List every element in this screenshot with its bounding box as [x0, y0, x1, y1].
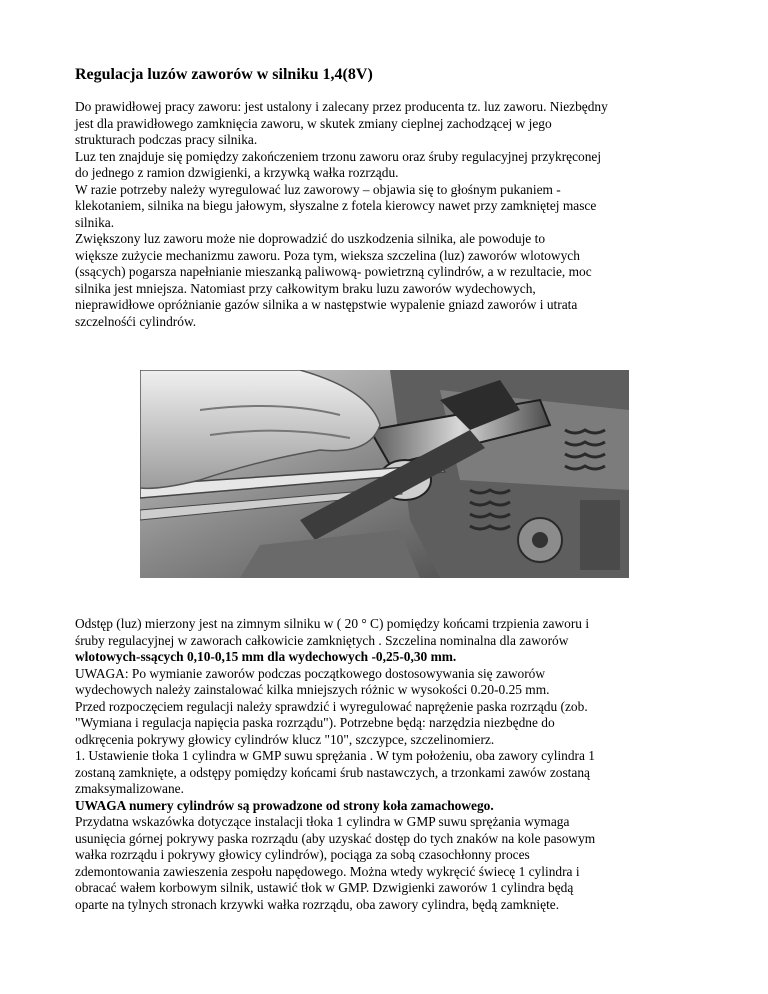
text-line: usunięcia górnej pokrywy paska rozrządu (aby uzyskać dostęp do tych znaków na kole pasowym [75, 830, 596, 846]
text-line: większe zużycie mechanizmu zaworu. Poza tym, wieksza szczelina (luz) zaworów wlotowych [75, 247, 580, 263]
text-line: szczelnośći cylindrów. [75, 313, 197, 329]
text-line: śruby regulacyjnej w zaworach całkowicie zamkniętych . Szczelina nominalna dla zaworów [75, 632, 569, 648]
intro-paragraph [75, 99, 715, 330]
text-line: Luz ten znajduje się pomiędzy zakończeniem trzonu zaworu oraz śruby regulacyjnej przykręconej [75, 148, 602, 164]
text-line: oparte na tylnych stronach krzywki wałka rozrządu, oba zawory cylindra, będą zamknięte. [75, 896, 560, 912]
nominal-clearance-line: wlotowych-ssących 0,10-0,15 mm dla wydechowych -0,25-0,30 mm. [75, 649, 457, 664]
text-line: zdemontowania zawieszenia zespołu napędowego. Można wtedy wykręcić świecę 1 cylindra i [75, 863, 580, 879]
cylinder-numbering-note: UWAGA numery cylindrów są prowadzone od strony koła zamachowego. [75, 797, 494, 813]
text-line: wydechowych należy zainstalować kilka mniejszych różnic w wysokości 0.20-0.25 mm. [75, 682, 550, 697]
text-line: zmaksymalizowane. [75, 781, 184, 796]
valve-clearance-adjustment-photo-icon [140, 370, 629, 578]
text-line: "Wymiana i regulacja napięcia paska rozrządu"). Potrzebne będą: narzędzia niezbędne do [75, 715, 555, 730]
text-line: 1. Ustawienie tłoka 1 cylindra w GMP suwu sprężania . W tym położeniu, oba zawory cylindra 1 [75, 748, 596, 763]
text-line: jest dla prawidłowego zamknięcia zaworu, w skutek zmiany cieplnej zachodzącej w jego [75, 115, 552, 131]
text-line: do jednego z ramion dzwigienki, a krzywką wałka rozrządu. [75, 165, 399, 180]
text-line: Zwiększony luz zaworu może nie doprowadzić do uszkodzenia silnika, ale powoduje to [75, 231, 546, 246]
text-line: Przydatna wskazówka dotyczące instalacji tłoka 1 cylindra w GMP suwu sprężania wymaga [75, 814, 570, 829]
engine-valve-photo [140, 370, 629, 578]
text-line: silnika. [75, 214, 115, 230]
text-line: klekotaniem, silnika na biegu jałowym, słyszalne z fotela kierowcy nawet przy zamkniętej masce [75, 198, 597, 213]
document-title: Regulacja luzów zaworów w silniku 1,4(8V) [75, 66, 373, 83]
measurement-paragraph [75, 616, 715, 913]
text-line: Do prawidłowej pracy zaworu: jest ustalony i zalecany przez producenta tz. luz zaworu. Niezbędny [75, 99, 608, 114]
text-line: obracać wałem korbowym silnik, ustawić tłok w GMP. Dzwigienki zaworów 1 cylindra będą [75, 880, 574, 895]
text-line: (ssących) pogarsza napełnianie mieszanką paliwową- powietrzną cylindrów, a w rezultacie, moc [75, 264, 592, 279]
text-line: odkręcenia pokrywy głowicy cylindrów klucz "10", szczypce, szczelinomierz. [75, 731, 495, 747]
text-line: zostaną zamknięte, a odstępy pomiędzy końcami śrub nastawczych, a trzonkami zawów zostaną [75, 764, 590, 780]
text-line: wałka rozrządu i pokrywy głowicy cylindrów), pociąga za sobą czasochłonny proces [75, 847, 530, 862]
text-line: nieprawidłowe opróżnianie gazów silnika a w następstwie wypalenie gniazd zaworów i utrata [75, 297, 578, 312]
text-line: Przed rozpoczęciem regulacji należy sprawdzić i wyregulować naprężenie paska rozrządu (zob. [75, 698, 588, 714]
text-line: UWAGA: Po wymianie zaworów podczas początkowego dostosowywania się zaworów [75, 665, 546, 681]
text-line: silnika jest mniejsza. Natomiast przy całkowitym braku luzu zaworów wydechowych, [75, 280, 536, 296]
text-line: Odstęp (luz) mierzony jest na zimnym silniku w ( 20 ° C) pomiędzy końcami trzpienia zaworu i [75, 616, 590, 631]
text-line: W razie potrzeby należy wyregulować luz zaworowy – objawia się to głośnym pukaniem - [75, 181, 561, 197]
text-line: strukturach podczas pracy silnika. [75, 132, 258, 147]
